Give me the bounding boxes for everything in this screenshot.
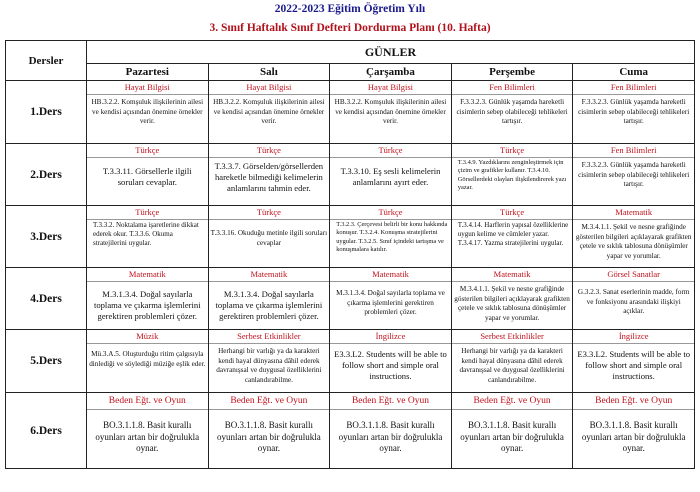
document-subtitle: 3. Sınıf Haftalık Sınıf Defteri Dordurma Planı (10. Hafta) (209, 22, 491, 34)
objective-text: T.3.3.16. Okuduğu metinle ilgili soruları cevaplar (210, 229, 328, 247)
subject-label: Beden Eğt. ve Oyun (209, 393, 330, 410)
plan-cell (87, 268, 209, 330)
objective-text: BO.3.1.1.8. Basit kurallı oyunları artan bir doğrulukla oynar. (581, 420, 686, 453)
subject-label: Türkçe (330, 144, 451, 158)
objective-text: M.3.4.1.1. Şekil ve nesne grafiğinde gösterilen bilgileri açıklayarak grafikten çetele ve sıklık tablosuna dönüşümler yapar ve yorumlar. (575, 223, 692, 260)
objective-text: F.3.3.2.3. Günlük yaşamda hareketli cisimlerin sebep olabileceği tehlikeleri tartışır. (578, 161, 690, 188)
plan-cell (330, 144, 452, 206)
lesson-label: 2.Ders (6, 144, 87, 206)
plan-cell (451, 330, 573, 393)
objective-text: HB.3.2.2. Komşuluk ilişkilerinin ailesi ve kendisi açısından önemine örnekler verir. (334, 98, 447, 125)
day-header-wednesday: Çarşamba (330, 64, 452, 81)
lesson-row (6, 81, 695, 144)
plan-cell (330, 268, 452, 330)
subject-label: Görsel Sanatlar (573, 268, 694, 282)
objective-text: BO.3.1.1.8. Basit kurallı oyunları artan bir doğrulukla oynar. (338, 420, 443, 453)
objective-text: T.3.2.3. Çerçevesi belirli bir konu hakkında konuşur. T.3.2.4. Konuşma stratejilerini uygular. T.3.2.5. Sınıf içindeki tartışma ve konuşmalara katılır. (336, 221, 448, 253)
plan-cell (330, 206, 452, 268)
plan-cell (208, 268, 330, 330)
objective-text: T.3.4.14. Harflerin yapısal özelliklerine uygun kelime ve cümleler yazar. T.3.4.17. Yazma stratejilerini uygular. (457, 221, 569, 248)
day-header-tuesday: Salı (208, 64, 330, 81)
subject-label: Hayat Bilgisi (209, 81, 330, 95)
plan-cell (208, 393, 330, 469)
lesson-label: 1.Ders (6, 81, 87, 144)
subject-label: Fen Bilimleri (452, 81, 573, 95)
objective-text: T.3.3.11. Görsellerle ilgili soruları cevaplar. (102, 166, 192, 187)
plan-cell (330, 81, 452, 144)
plan-cell (87, 144, 209, 206)
subject-label: Türkçe (87, 206, 208, 220)
objective-text: Mü.3.A.5. Oluşturduğu ritim çalgısıyla dinlediği ve söylediği müziğe eşlik eder. (89, 350, 206, 368)
subject-label: Serbest Etkinlikler (209, 330, 330, 344)
lesson-row (6, 144, 695, 206)
subject-label: Beden Eğt. ve Oyun (573, 393, 694, 410)
plan-cell (451, 268, 573, 330)
objective-text: F.3.3.2.3. Günlük yaşamda hareketli cisimlerin sebep olabileceği tehlikeleri tartışır. (456, 98, 568, 125)
subject-label: Türkçe (209, 144, 330, 158)
subject-label: Türkçe (452, 144, 573, 158)
subject-label: Beden Eğt. ve Oyun (452, 393, 573, 410)
subject-label: Müzik (87, 330, 208, 344)
plan-cell (451, 206, 573, 268)
subject-label: Matematik (330, 268, 451, 282)
subject-label: Fen Bilimleri (573, 144, 694, 158)
objective-text: Herhangi bir varlığı ya da karakteri kendi hayal dünyasına dâhil ederek davranışsal ve duygusal özelliklerini canlandırabilme. (459, 347, 565, 384)
objective-text: E3.3.L2. Students will be able to follow short and simple oral instructions. (577, 349, 691, 381)
subject-label: Matematik (209, 268, 330, 282)
lesson-row (6, 393, 695, 469)
subject-label: Beden Eğt. ve Oyun (87, 393, 208, 410)
lesson-row (6, 268, 695, 330)
objective-text: T.3.3.2. Noktalama işaretlerine dikkat ederek okur. T.3.3.6. Okuma stratejilerini uygular. (93, 221, 199, 247)
objective-text: M.3.1.3.4. Doğal sayılarla toplama ve çıkarma işlemlerini gerektiren problemleri çözer. (336, 289, 445, 316)
plan-cell (330, 393, 452, 469)
subject-label: Türkçe (209, 206, 330, 220)
objective-text: T.3.3.7. Görselden/görsellerden hareketle bilmediği kelimelerin anlamlarını tahmin eder. (214, 161, 324, 193)
plan-cell (208, 206, 330, 268)
subject-label: Türkçe (87, 144, 208, 158)
plan-cell (87, 206, 209, 268)
objective-text: Herhangi bir varlığı ya da karakteri kendi hayal dünyasına dâhil ederek davranışsal ve duygusal özelliklerini canlandırabilme. (216, 347, 322, 384)
objective-text: BO.3.1.1.8. Basit kurallı oyunları artan bir doğrulukla oynar. (217, 420, 321, 453)
subject-label: Türkçe (330, 206, 451, 220)
subject-label: Beden Eğt. ve Oyun (330, 393, 451, 410)
plan-cell (573, 81, 695, 144)
plan-cell (573, 144, 695, 206)
plan-cell (573, 206, 695, 268)
plan-cell (87, 330, 209, 393)
objective-text: E3.3.L2. Students will be able to follow short and simple oral instructions. (334, 349, 447, 381)
objective-text: T.3.4.9. Yazdıklarını zenginleştirmek için çizim ve grafikler kullanır. T.3.4.10. Görsellerdeki olayları ilişkilendirerek yazı yazar. (457, 159, 567, 191)
day-header-friday: Cuma (573, 64, 695, 81)
plan-cell (451, 81, 573, 144)
subject-label: Türkçe (452, 206, 573, 220)
objective-text: BO.3.1.1.8. Basit kurallı oyunları artan bir doğrulukla oynar. (460, 420, 564, 453)
lesson-label: 6.Ders (6, 393, 87, 469)
plan-cell (208, 144, 330, 206)
objective-text: HB.3.2.2. Komşuluk ilişkilerinin ailesi ve kendisi açısından önemine örnekler verir. (213, 98, 325, 125)
subject-label: Matematik (573, 206, 694, 220)
subject-label: Matematik (452, 268, 573, 282)
lesson-row (6, 206, 695, 268)
objective-text: F.3.3.2.3. Günlük yaşamda hareketli cisimlerin sebep olabileceği tehlikeleri tartışır. (578, 98, 690, 125)
subject-label: İngilizce (330, 330, 451, 344)
objective-text: BO.3.1.1.8. Basit kurallı oyunları artan bir doğrulukla oynar. (95, 420, 200, 453)
subject-label: Matematik (87, 268, 208, 282)
subject-label: Serbest Etkinlikler (452, 330, 573, 344)
plan-cell (573, 330, 695, 393)
lessons-header: Dersler (6, 41, 87, 81)
plan-cell (451, 393, 573, 469)
objective-text: G.3.2.3. Sanat eserlerinin madde, form ve fonksiyonu arasındaki ilişkiyi açıklar. (577, 288, 690, 315)
plan-cell (573, 393, 695, 469)
subject-label: Hayat Bilgisi (87, 81, 208, 95)
document-title: 2022-2023 Eğitim Öğretim Yılı (274, 3, 426, 15)
subject-label: İngilizce (573, 330, 694, 344)
objective-text: HB.3.2.2. Komşuluk ilişkilerinin ailesi ve kendisi açısından önemine örnekler verir. (91, 98, 204, 125)
subject-label: Fen Bilimleri (573, 81, 694, 95)
lesson-label: 4.Ders (6, 268, 87, 330)
plan-cell (208, 330, 330, 393)
days-header: GÜNLER (87, 41, 695, 64)
objective-text: M.3.1.3.4. Doğal sayılarla toplama ve çıkarma işlemlerini gerektiren problemleri çözer. (93, 289, 201, 321)
objective-text: M.3.4.1.1. Şekil ve nesne grafiğinde gösterilen bilgileri açıklayarak grafikten çetele ve sıklık tablosuna dönüşümler yapar ve yorumlar. (454, 285, 570, 322)
lesson-label: 5.Ders (6, 330, 87, 393)
day-header-monday: Pazartesi (87, 64, 209, 81)
day-header-thursday: Perşembe (451, 64, 573, 81)
plan-cell (451, 144, 573, 206)
plan-cell (87, 393, 209, 469)
objective-text: T.3.3.10. Eş sesli kelimelerin anlamlarını ayırt eder. (340, 166, 441, 187)
weekly-plan-table (5, 40, 695, 469)
lesson-row (6, 330, 695, 393)
plan-cell (330, 330, 452, 393)
plan-cell (208, 81, 330, 144)
subject-label: Hayat Bilgisi (330, 81, 451, 95)
objective-text: M.3.1.3.4. Doğal sayılarla toplama ve çıkarma işlemlerini gerektiren problemleri çözer. (215, 289, 323, 321)
plan-cell (87, 81, 209, 144)
plan-cell (573, 268, 695, 330)
lesson-label: 3.Ders (6, 206, 87, 268)
